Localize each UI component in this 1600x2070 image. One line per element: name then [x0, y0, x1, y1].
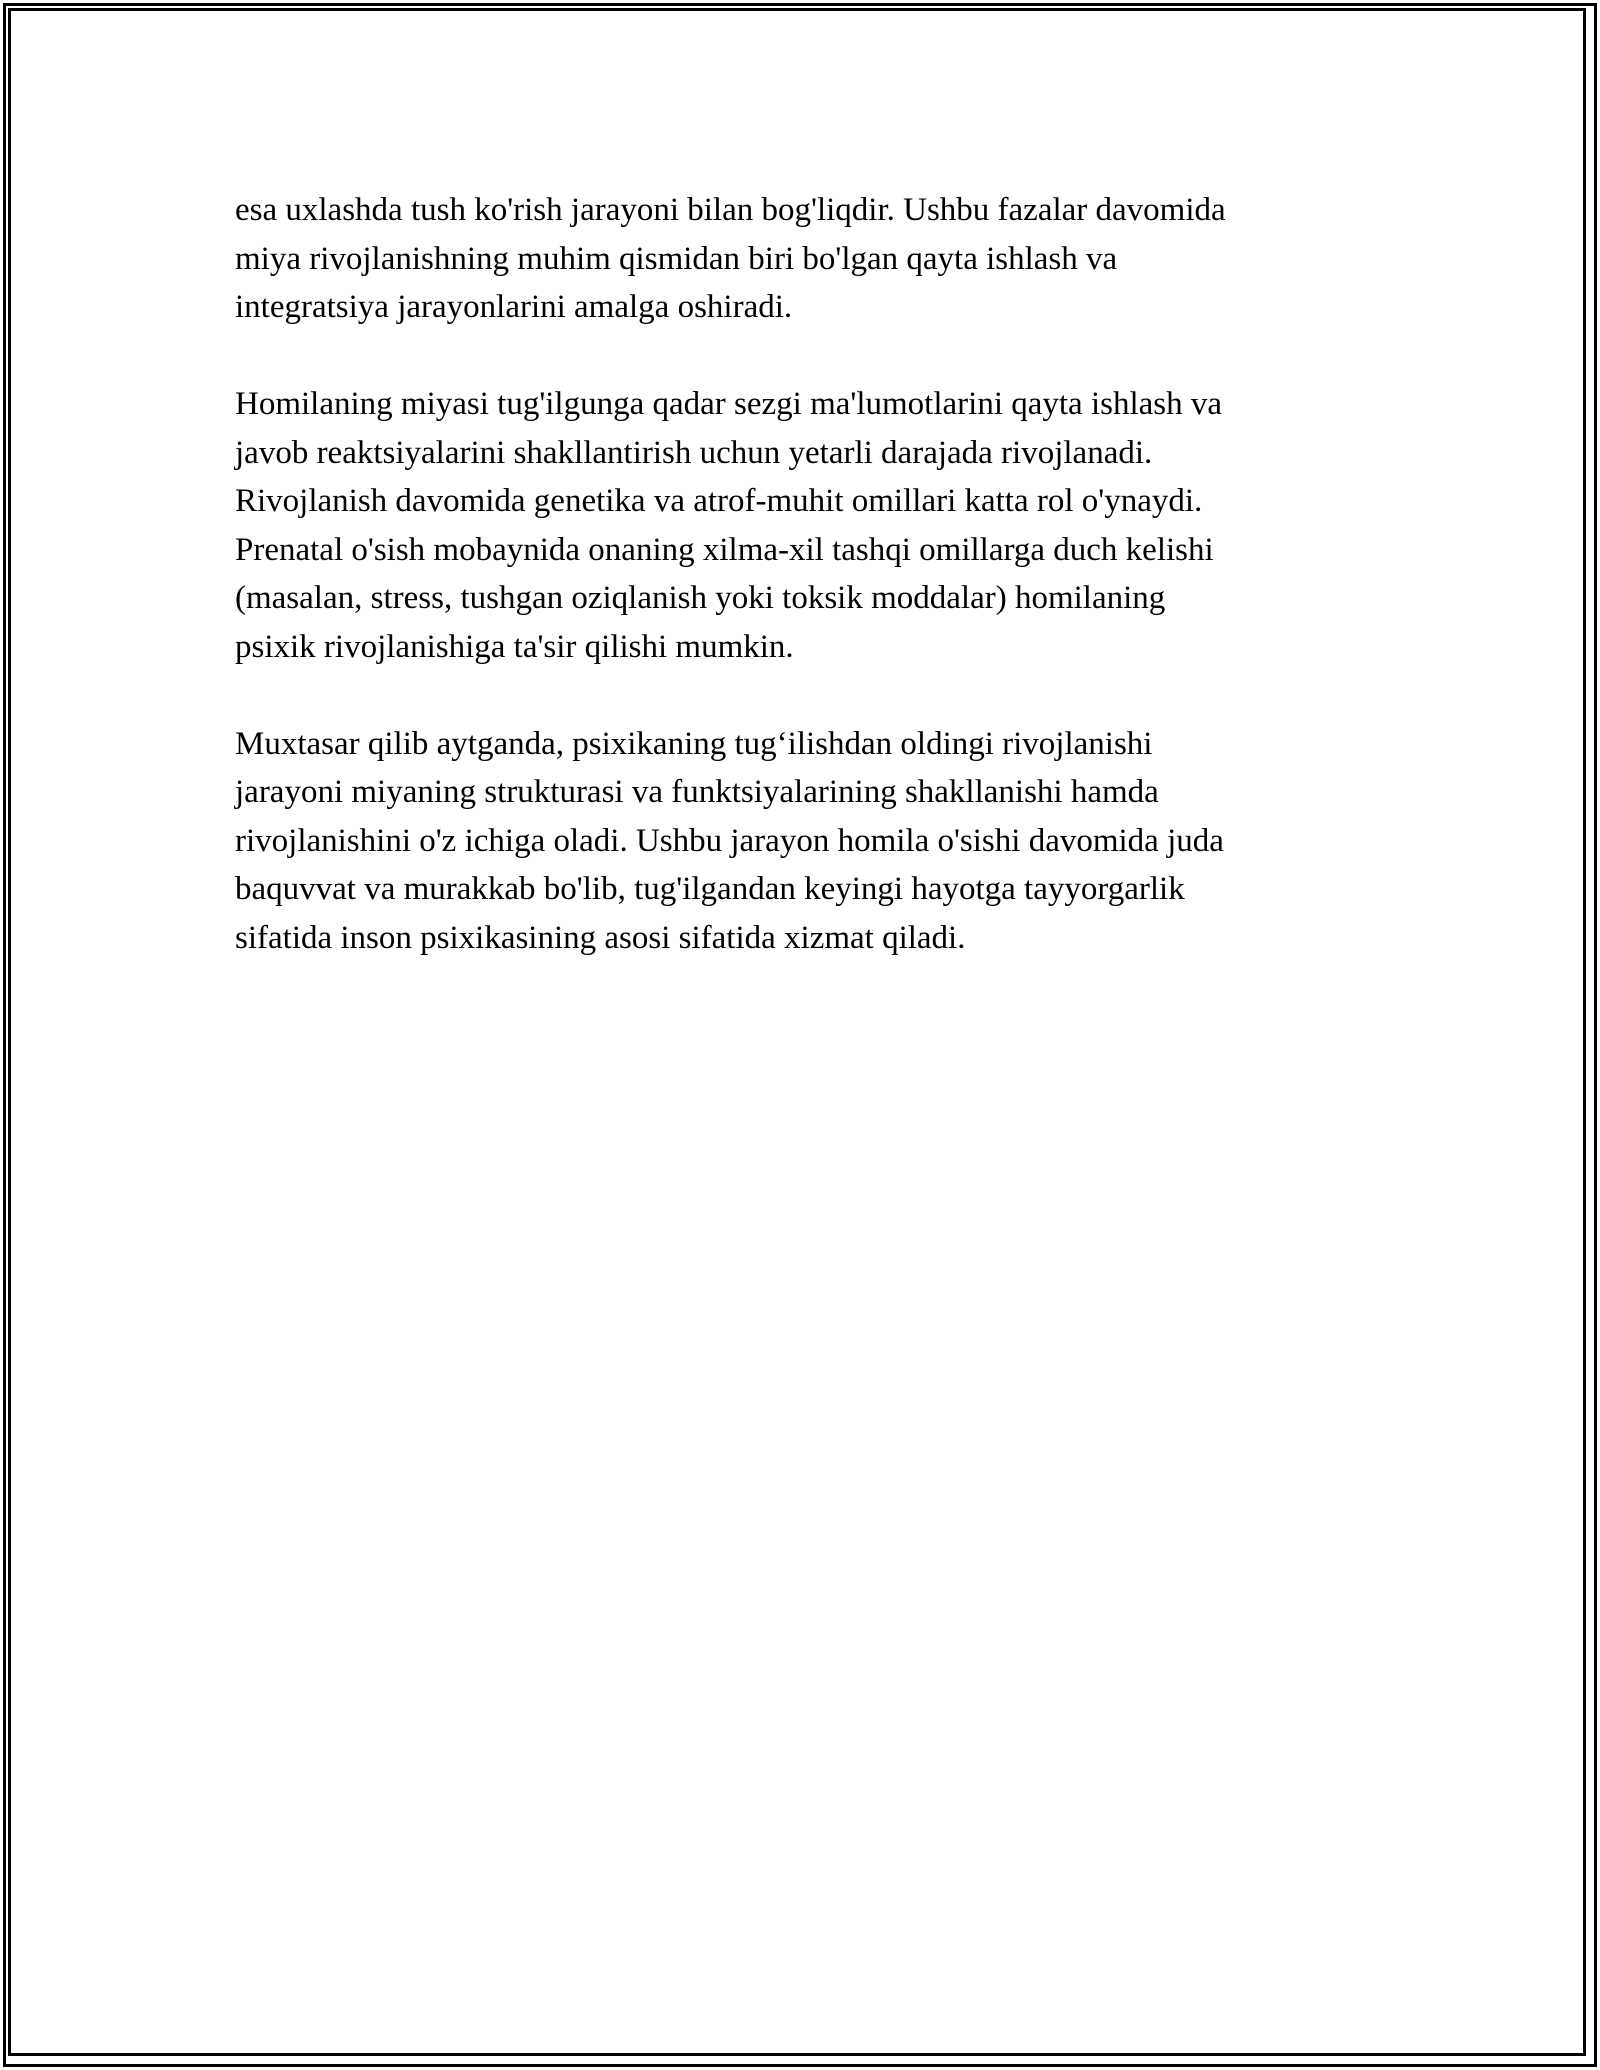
paragraph-1: esa uxlashda tush ko'rish jarayoni bilan bog'liqdir. Ushbu fazalar davomida miya rivojlanishning muhim qismidan biri bo'lgan qayta ishlash va integratsiya jarayonlarini amalga oshiradi. — [235, 192, 1226, 325]
document-body — [235, 186, 1365, 1011]
paragraph-3: Muxtasar qilib aytganda, psixikaning tug‘ilishdan oldingi rivojlanishi jarayoni miyaning strukturasi va funktsiyalarining shakllanishi hamda rivojlanishini o'z ichiga oladi. Ushbu jarayon homila o'sishi davomida juda baquvvat va murakkab bo'lib, tug'ilgandan keyingi hayotga tayyorgarlik sifatida inson psixikasining asosi sifatida xizmat qiladi. — [235, 725, 1224, 956]
paragraph-2: Homilaning miyasi tug'ilgunga qadar sezgi ma'lumotlarini qayta ishlash va javob reaktsiyalarini shakllantirish uchun yetarli darajada rivojlanadi. Rivojlanish davomida genetika va atrof-muhit omillari katta rol o'ynaydi. Prenatal o'sish mobaynida onaning xilma-xil tashqi omillarga duch kelishi (masalan, stress, tushgan oziqlanish yoki toksik moddalar) homilaning psixik rivojlanishiga ta'sir qilishi mumkin. — [235, 386, 1223, 665]
